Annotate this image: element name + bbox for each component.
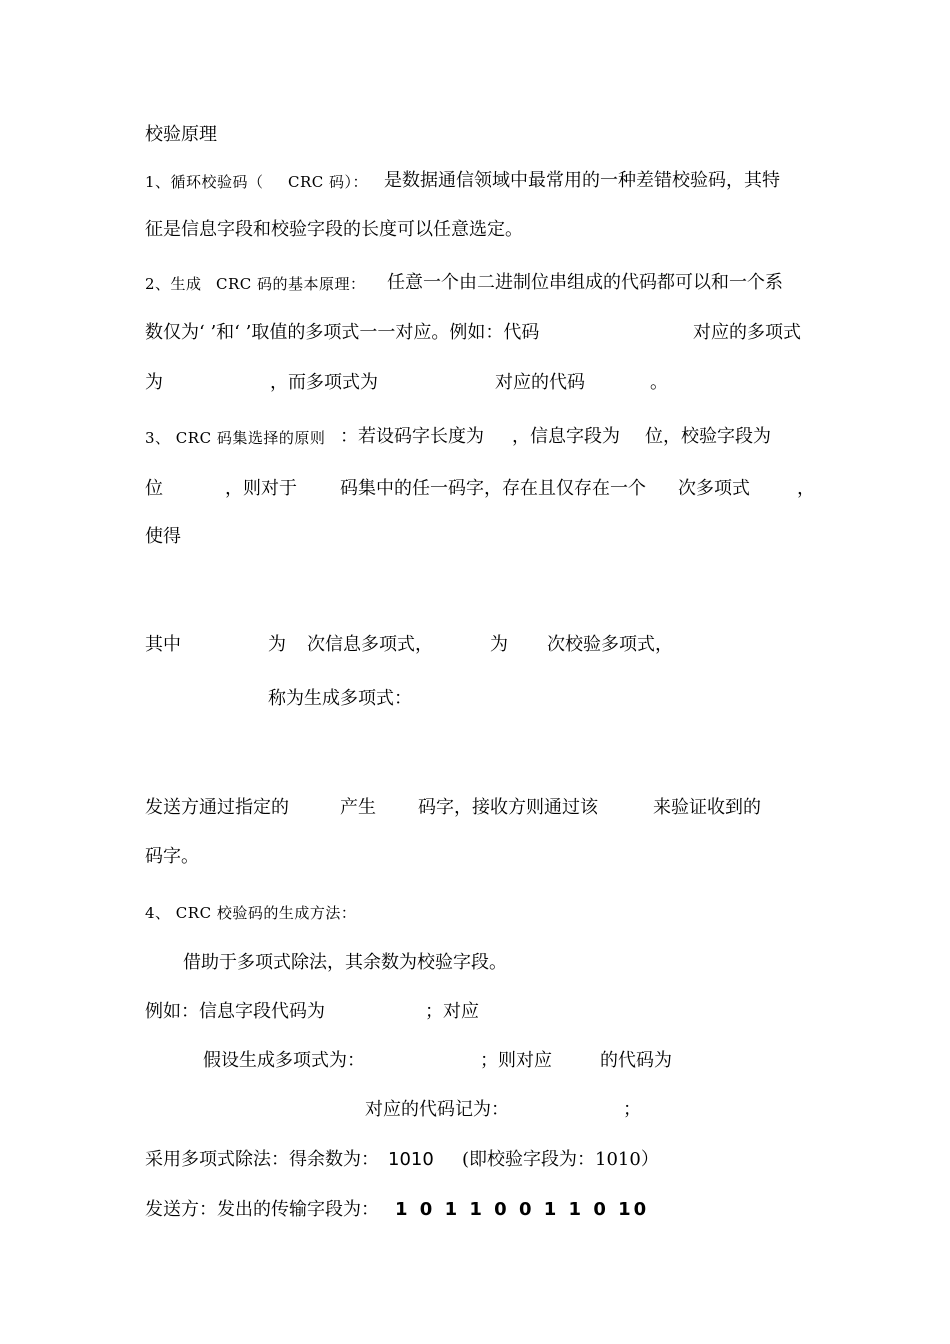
p4-ex1-b: ；对应 (425, 1001, 479, 1022)
p2-line3-a: 为 (145, 372, 163, 393)
p4-ex2-a: 假设生成多项式为： (203, 1050, 365, 1071)
p3-line3: 使得 (145, 526, 181, 547)
doc-title: 校验原理 (145, 124, 217, 145)
p1-text-a: 是数据通信领域中最常用的一种差错校验码，其特 (384, 170, 780, 191)
p3-line4-d: 为 (490, 634, 508, 655)
p3-line2-d: 次多项式 (678, 478, 750, 499)
p2-line3-c: 对应的代码 (495, 372, 585, 393)
p2-line3-b: ，而多项式为 (270, 372, 378, 393)
p2-line2-a: 数仅为‘ ’和‘ ’取值的多项式一一对应。例如：代码 (145, 322, 540, 343)
p1-crc: CRC 码）： (288, 173, 369, 191)
p3-line6-a: 发送方通过指定的 (145, 797, 289, 818)
p3-line2-a: 位 (145, 478, 163, 499)
p4-label: 4、 CRC 校验码的生成方法： (145, 904, 357, 922)
p3-line2-b: ，则对于 (225, 478, 297, 499)
p3-line6-b: 产生 (340, 797, 376, 818)
p3-line2-c: 码集中的任一码字，存在且仅存在一个 (340, 478, 646, 499)
p2-label: 2、生成 (145, 275, 202, 293)
p3-line4-e: 次校验多项式， (547, 634, 673, 655)
p3-line2-e: ， (797, 478, 815, 499)
p4-ex1-a: 例如：信息字段代码为 (145, 1001, 325, 1022)
p4-send-bits: 1 0 1 1 0 0 1 1 0 10 (395, 1199, 650, 1220)
p4-ex2-b: ；则对应 (480, 1050, 552, 1071)
p4-ex2-c: 的代码为 (600, 1050, 672, 1071)
p3-line4-b: 为 (268, 634, 286, 655)
p3-line4-c: 次信息多项式， (307, 634, 433, 655)
p2-text-a: 任意一个由二进制位串组成的代码都可以和一个系 (387, 272, 783, 293)
p4-div-a: 采用多项式除法：得余数为： (145, 1149, 379, 1170)
p4-ex3-b: ； (623, 1099, 641, 1120)
p3-line6-c: 码字，接收方则通过该 (418, 797, 598, 818)
p3-text-c: 位，校验字段为 (645, 426, 771, 447)
p3-line5: 称为生成多项式： (268, 688, 412, 709)
p4-ex3-a: 对应的代码记为： (365, 1099, 509, 1120)
p3-text-b: ，信息字段为 (512, 426, 620, 447)
p3-label: 3、 CRC 码集选择的原则 (145, 429, 326, 447)
p1-text-b: 征是信息字段和校验字段的长度可以任意选定。 (145, 219, 523, 240)
p1-label: 1、循环校验码（ (145, 173, 264, 191)
p3-text-a: ：若设码字长度为 (340, 426, 484, 447)
p2-crc: CRC 码的基本原理： (216, 275, 366, 293)
p3-line7: 码字。 (145, 846, 199, 867)
p4-div-b: (即校验字段为：1010） (462, 1149, 659, 1170)
p4-intro: 借助于多项式除法，其余数为校验字段。 (183, 952, 507, 973)
p4-send-a: 发送方：发出的传输字段为： (145, 1199, 379, 1220)
p3-line4-a: 其中 (145, 634, 181, 655)
p2-line2-b: 对应的多项式 (693, 322, 801, 343)
p3-line6-d: 来验证收到的 (653, 797, 761, 818)
p4-div-value: 1010 (388, 1149, 434, 1170)
p2-line3-d: 。 (650, 372, 668, 393)
